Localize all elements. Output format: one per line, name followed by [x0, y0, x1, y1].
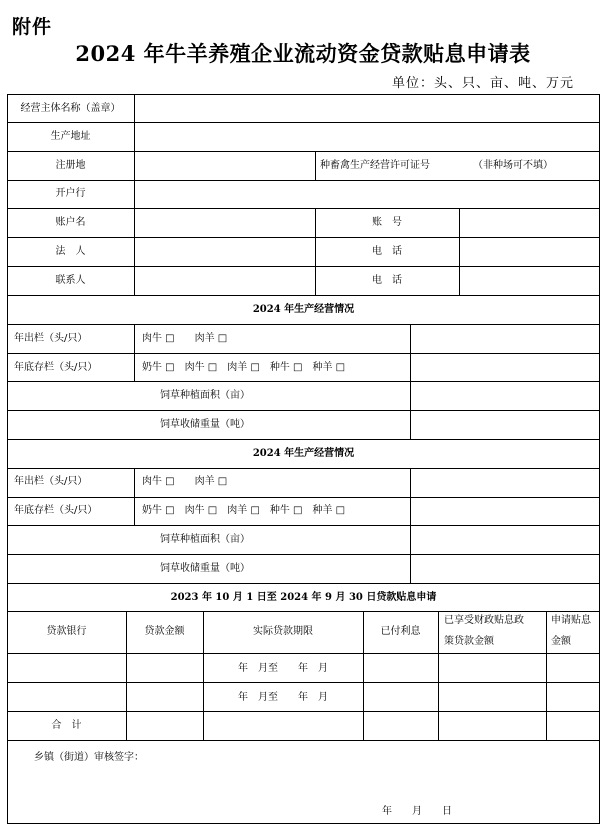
legal-person-label: 法 人 — [55, 246, 86, 257]
row-divider — [7, 208, 600, 209]
col-apply-amount: 申请贴息 — [551, 615, 591, 626]
attachment-label: 附件 — [12, 16, 53, 38]
loan-period-row1[interactable]: 年 月至 年 月 — [238, 663, 328, 674]
col-subsidized-amount: 已享受财政贴息政 — [444, 615, 524, 626]
row-divider — [7, 583, 600, 584]
account-number-label: 账 号 — [372, 217, 402, 228]
contact-label: 联系人 — [55, 275, 86, 286]
row-divider — [7, 711, 600, 712]
registration-field[interactable] — [136, 153, 314, 179]
row-divider — [7, 468, 600, 469]
bank-field[interactable] — [136, 182, 598, 207]
row-divider — [7, 266, 600, 267]
annual-output-label: 年出栏（头/只） — [14, 476, 88, 487]
row-divider — [7, 653, 600, 654]
forage-area-field[interactable] — [412, 527, 598, 553]
breeding-license-label: 种畜禽生产经营许可证号 — [320, 160, 430, 171]
total-label: 合 计 — [51, 720, 82, 731]
row-divider — [7, 381, 600, 382]
contact-field[interactable] — [136, 268, 314, 294]
column-divider — [134, 94, 135, 295]
forage-area-label: 饲草种植面积（亩） — [160, 534, 250, 545]
column-divider — [410, 324, 411, 439]
section-heading: 2024 年生产经营情况 — [252, 304, 355, 315]
account-name-label: 账户名 — [55, 217, 86, 228]
entity-name-label: 经营主体名称（盖章） — [20, 103, 121, 114]
col-loan-amount: 贷款金额 — [144, 626, 185, 637]
row-divider — [7, 740, 600, 741]
forage-storage-label: 饲草收储重量（吨） — [160, 419, 250, 430]
loan-period-row2[interactable]: 年 月至 年 月 — [238, 692, 328, 703]
entity-name-field[interactable] — [136, 96, 598, 121]
review-signature-label: 乡镇（街道）审核签字： — [34, 752, 144, 763]
row-divider — [7, 682, 600, 683]
signature-date: 年 月 日 — [382, 806, 452, 817]
row-divider — [7, 525, 600, 526]
col-subsidized-amount-cont: 策贷款金额 — [444, 636, 494, 647]
address-label: 生产地址 — [50, 131, 91, 142]
col-apply-amount-cont: 金额 — [551, 636, 571, 647]
col-loan-bank: 贷款银行 — [46, 626, 87, 637]
year-end-stock-label: 年底存栏（头/只） — [14, 362, 98, 373]
annual-output-options[interactable]: 肉牛 □ 肉羊 □ — [142, 333, 228, 344]
account-name-field[interactable] — [136, 210, 314, 236]
bank-label: 开户行 — [55, 188, 86, 199]
column-divider — [438, 611, 439, 740]
row-divider — [7, 554, 600, 555]
column-divider — [134, 324, 135, 381]
review-signature-area[interactable] — [9, 742, 598, 822]
year-end-stock-options[interactable]: 奶牛 □ 肉牛 □ 肉羊 □ 种牛 □ 种羊 □ — [142, 505, 346, 516]
row-divider — [7, 353, 600, 354]
account-number-field[interactable] — [461, 210, 598, 236]
section-heading: 2024 年生产经营情况 — [252, 448, 355, 459]
row-divider — [7, 237, 600, 238]
annual-output-label: 年出栏（头/只） — [14, 333, 88, 344]
year-end-stock-label: 年底存栏（头/只） — [14, 505, 98, 516]
contact-phone-field[interactable] — [461, 268, 598, 294]
column-divider — [410, 468, 411, 583]
loan-section-heading: 2023 年 10 月 1 日至 2024 年 9 月 30 日贷款贴息申请 — [170, 592, 437, 603]
column-divider — [546, 611, 547, 740]
row-divider — [7, 122, 600, 123]
forage-storage-field[interactable] — [412, 412, 598, 438]
phone-label: 电 话 — [372, 246, 402, 257]
contact-phone-label: 电 话 — [372, 275, 402, 286]
annual-output-options[interactable]: 肉牛 □ 肉羊 □ — [142, 476, 228, 487]
breeding-license-note: （非种场可不填） — [473, 160, 553, 171]
column-divider — [459, 208, 460, 295]
form-title: 2024 年牛羊养殖企业流动资金贷款贴息申请表 — [75, 41, 531, 66]
column-divider — [315, 151, 316, 180]
row-divider — [7, 295, 600, 296]
col-interest-paid: 已付利息 — [380, 626, 421, 637]
forage-storage-label: 饲草收储重量（吨） — [160, 563, 250, 574]
phone-field[interactable] — [461, 239, 598, 265]
forage-storage-field[interactable] — [412, 556, 598, 582]
registration-label: 注册地 — [55, 160, 86, 171]
address-field[interactable] — [136, 124, 598, 150]
column-divider — [134, 468, 135, 525]
forage-area-label: 饲草种植面积（亩） — [160, 390, 250, 401]
row-divider — [7, 151, 600, 152]
row-divider — [7, 611, 600, 612]
col-loan-period: 实际贷款期限 — [253, 626, 313, 637]
row-divider — [7, 324, 600, 325]
row-divider — [7, 410, 600, 411]
unit-note: 单位：头、只、亩、吨、万元 — [391, 76, 574, 91]
row-divider — [7, 497, 600, 498]
legal-person-field[interactable] — [136, 239, 314, 265]
year-end-stock-options[interactable]: 奶牛 □ 肉牛 □ 肉羊 □ 种牛 □ 种羊 □ — [142, 362, 346, 373]
forage-area-field[interactable] — [412, 383, 598, 409]
row-divider — [7, 439, 600, 440]
row-divider — [7, 180, 600, 181]
